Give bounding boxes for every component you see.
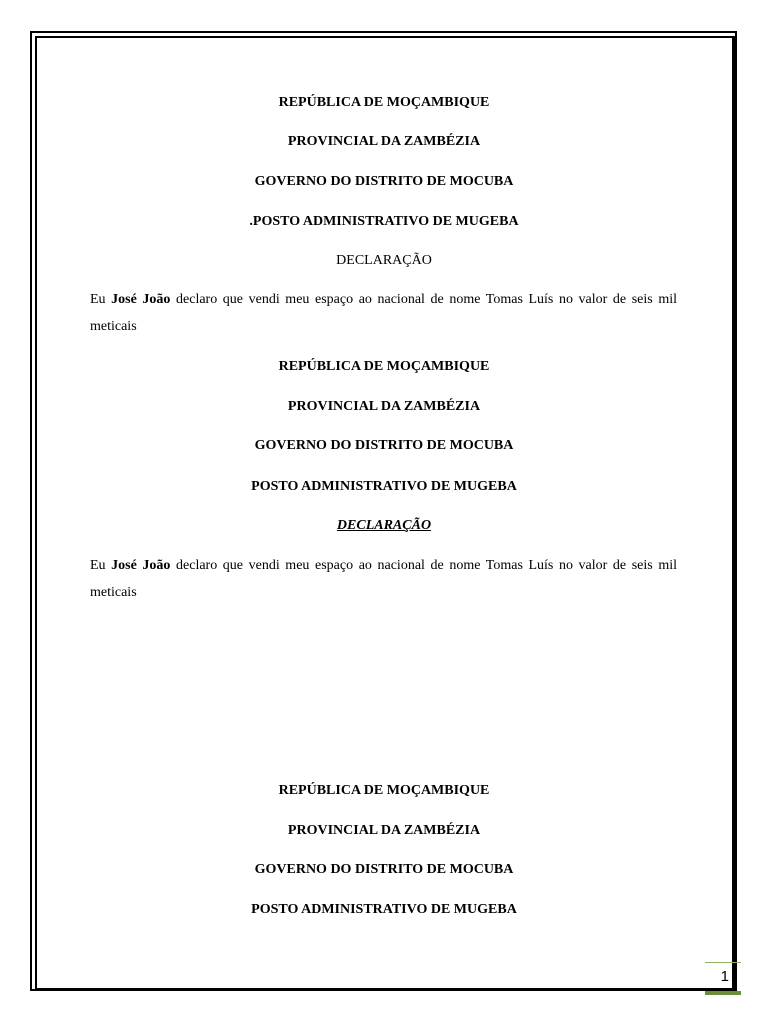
heading-district-government: GOVERNO DO DISTRITO DE MOCUBA — [254, 862, 514, 877]
declaration-title: DECLARAÇÃO — [336, 253, 432, 268]
page-number-box — [705, 962, 741, 995]
declaration-title: DECLARAÇÃO — [336, 518, 432, 533]
paragraph-prefix: Eu — [90, 292, 112, 307]
declarant-name: José João — [111, 292, 171, 307]
heading-administrative-post: .POSTO ADMINISTRATIVO DE MUGEBA — [249, 214, 519, 229]
paragraph-body: declaro que vendi meu espaço ao nacional de nome Tomas Luís no valor de seis mil meticais — [90, 292, 677, 334]
heading-republic: REPÚBLICA DE MOÇAMBIQUE — [278, 95, 490, 110]
heading-district-government: GOVERNO DO DISTRITO DE MOCUBA — [254, 174, 514, 189]
heading-republic: REPÚBLICA DE MOÇAMBIQUE — [278, 359, 490, 374]
declarant-name: José João — [111, 558, 171, 573]
page-number: 1 — [720, 968, 729, 985]
declaration-paragraph — [90, 552, 677, 606]
heading-province: PROVINCIAL DA ZAMBÉZIA — [287, 399, 481, 414]
heading-province: PROVINCIAL DA ZAMBÉZIA — [287, 134, 481, 149]
heading-republic: REPÚBLICA DE MOÇAMBIQUE — [278, 783, 490, 798]
heading-district-government: GOVERNO DO DISTRITO DE MOCUBA — [254, 438, 514, 453]
paragraph-body: declaro que vendi meu espaço ao nacional de nome Tomas Luís no valor de seis mil meticais — [90, 558, 677, 600]
paragraph-prefix: Eu — [90, 558, 112, 573]
declaration-paragraph — [90, 286, 677, 340]
heading-administrative-post: POSTO ADMINISTRATIVO DE MUGEBA — [251, 479, 517, 494]
heading-province: PROVINCIAL DA ZAMBÉZIA — [287, 823, 481, 838]
heading-administrative-post: POSTO ADMINISTRATIVO DE MUGEBA — [251, 902, 517, 917]
